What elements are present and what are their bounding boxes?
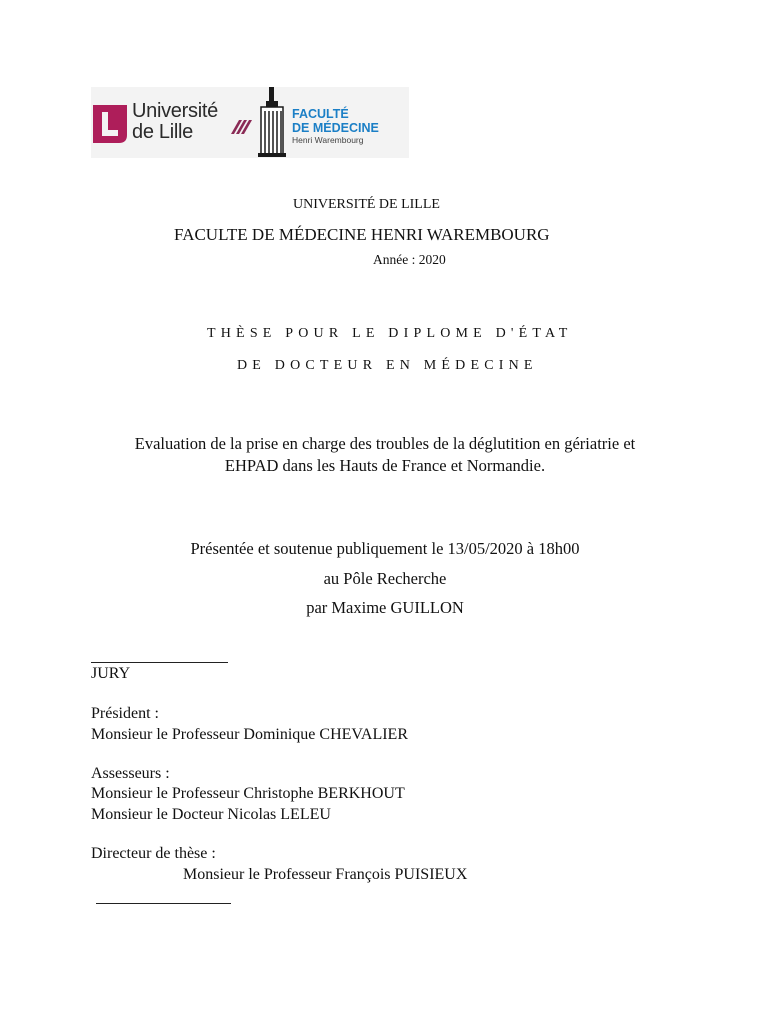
defense-location: au Pôle Recherche: [323, 569, 447, 588]
president-label: Président :: [91, 705, 159, 722]
universite-de-lille-logo-icon: [93, 105, 127, 143]
divider-bottom: [96, 903, 231, 904]
faculty-wordmark: [292, 107, 379, 146]
assessors-label: Assesseurs :: [91, 765, 170, 782]
faculty-name-line3: Henri Warembourg: [292, 135, 364, 145]
universite-de-lille-wordmark: [132, 101, 218, 143]
author: par Maxime GUILLON: [306, 598, 464, 617]
divider-top: [91, 662, 228, 663]
assessor-2: Monsieur le Docteur Nicolas LELEU: [91, 806, 331, 823]
thesis-title-line2: EHPAD dans les Hauts de France et Normandie.: [224, 456, 546, 475]
stripes-icon: [231, 120, 253, 134]
thesis-type-line1: THÈSE POUR LE DIPLOME D'ÉTAT: [207, 326, 573, 341]
jury-heading: JURY: [91, 665, 131, 682]
faculty-name-line2: DE MÉDECINE: [292, 121, 379, 135]
header-logo: [91, 87, 409, 158]
faculty-tower-icon: [257, 87, 289, 158]
assessor-1: Monsieur le Professeur Christophe BERKHOUT: [91, 785, 405, 802]
faculty-name-line1: FACULTÉ: [292, 107, 349, 121]
thesis-type-line2: DE DOCTEUR EN MÉDECINE: [237, 358, 538, 373]
university-name-line1: Université: [132, 100, 218, 122]
faculty-name: FACULTE DE MÉDECINE HENRI WAREMBOURG: [174, 225, 550, 244]
university-name: UNIVERSITÉ DE LILLE: [293, 197, 440, 212]
president-name: Monsieur le Professeur Dominique CHEVALIER: [91, 726, 408, 743]
director-name: Monsieur le Professeur François PUISIEUX: [183, 866, 468, 883]
university-name-line2: de Lille: [132, 121, 193, 143]
thesis-title-line1: Evaluation de la prise en charge des troubles de la déglutition en gériatrie et: [134, 434, 636, 453]
defense-date: Présentée et soutenue publiquement le 13/05/2020 à 18h00: [190, 539, 580, 558]
director-label: Directeur de thèse :: [91, 845, 216, 862]
academic-year: Année : 2020: [373, 252, 446, 267]
